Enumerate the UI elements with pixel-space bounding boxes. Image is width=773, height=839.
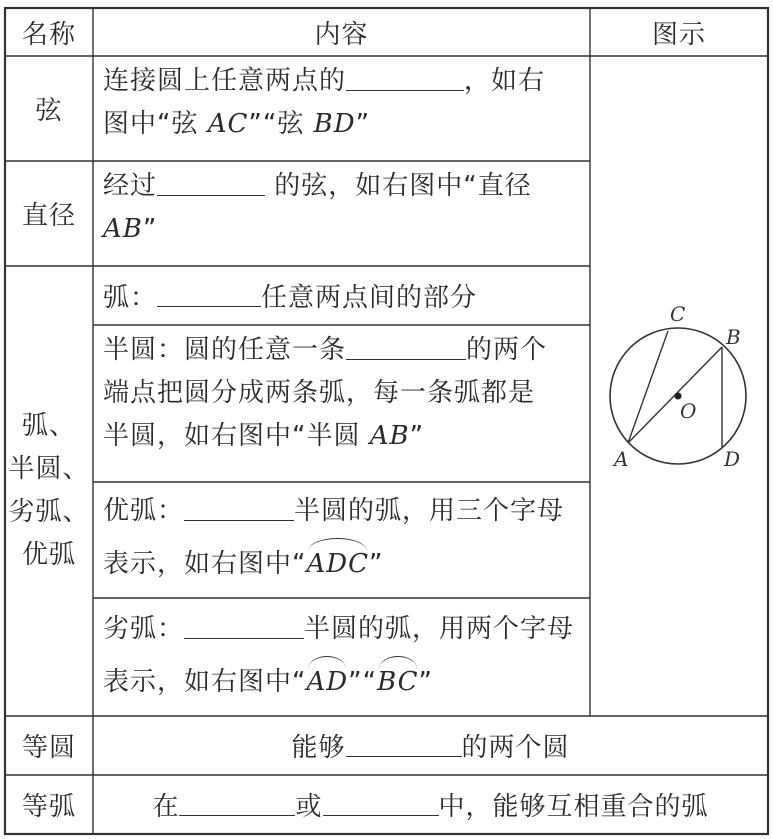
answer-blank[interactable] xyxy=(346,734,462,757)
label-a: A xyxy=(614,447,629,471)
answer-blank[interactable] xyxy=(346,337,466,360)
answer-blank[interactable] xyxy=(184,616,304,639)
row-equal-circles-name: 等圆 xyxy=(21,733,76,763)
arc-ad-label: AD xyxy=(306,661,348,704)
label-d: D xyxy=(724,447,741,471)
row-minor-arc-content: 劣弧： 半圆的弧，用两个字母 表示，如右图中“AD”“BC” xyxy=(93,598,590,716)
answer-blank[interactable] xyxy=(179,793,295,816)
diameter-name-text: 直径 xyxy=(21,201,76,231)
label-c: C xyxy=(670,302,686,326)
row-arcs-name: 弧、 半圆、 劣弧、 优弧 xyxy=(8,411,90,570)
header-content-text: 内容 xyxy=(314,19,369,50)
row-semicircle-content: 半圆：圆的任意一条 的两个 端点把圆分成两条弧，每一条弧都是 半圆，如右图中“半圆 AB” xyxy=(103,335,548,451)
row-equal-arcs-name: 等弧 xyxy=(21,792,76,822)
answer-blank[interactable] xyxy=(157,173,265,196)
row-equal-arcs-content: 在 或 中，能够互相重合的弧 xyxy=(152,792,709,822)
row-diameter-name xyxy=(5,161,93,266)
answer-blank[interactable] xyxy=(346,68,464,91)
header-figure xyxy=(590,8,768,56)
answer-blank[interactable] xyxy=(323,793,439,816)
header-content xyxy=(93,8,590,56)
arc-bc-label: BC xyxy=(377,661,418,704)
header-name-text: 名称 xyxy=(21,19,76,50)
row-diameter-content xyxy=(93,161,590,266)
label-o: O xyxy=(680,399,697,423)
arc-adc-label: ADC xyxy=(306,543,369,586)
row-arc-content: 弧： 任意两点间的部分 xyxy=(103,283,478,313)
answer-blank[interactable] xyxy=(184,498,294,521)
chord-name-text: 弦 xyxy=(35,96,63,126)
circle-figure xyxy=(610,302,746,471)
chord-line-2: 图中“弦 AC”“弦 BD” xyxy=(103,108,371,139)
label-b: B xyxy=(726,325,741,349)
header-name xyxy=(5,8,93,56)
diameter-line-2: AB” xyxy=(103,213,158,244)
header-figure-text: 图示 xyxy=(651,19,706,50)
answer-blank[interactable] xyxy=(157,284,261,307)
row-equal-circles-content: 能够 的两个圆 xyxy=(291,733,570,763)
row-major-arc-content: 优弧： 半圆的弧，用三个字母 表示，如右图中“ADC” xyxy=(93,482,590,598)
chord-ac xyxy=(628,331,668,443)
row-chord-content xyxy=(93,56,590,161)
row-chord-name xyxy=(5,56,93,161)
diameter-line-1: 经过 的弦，如右图中“直径 xyxy=(103,171,532,201)
chord-line-1: 连接圆上任意两点的 ，如右 xyxy=(103,66,546,96)
